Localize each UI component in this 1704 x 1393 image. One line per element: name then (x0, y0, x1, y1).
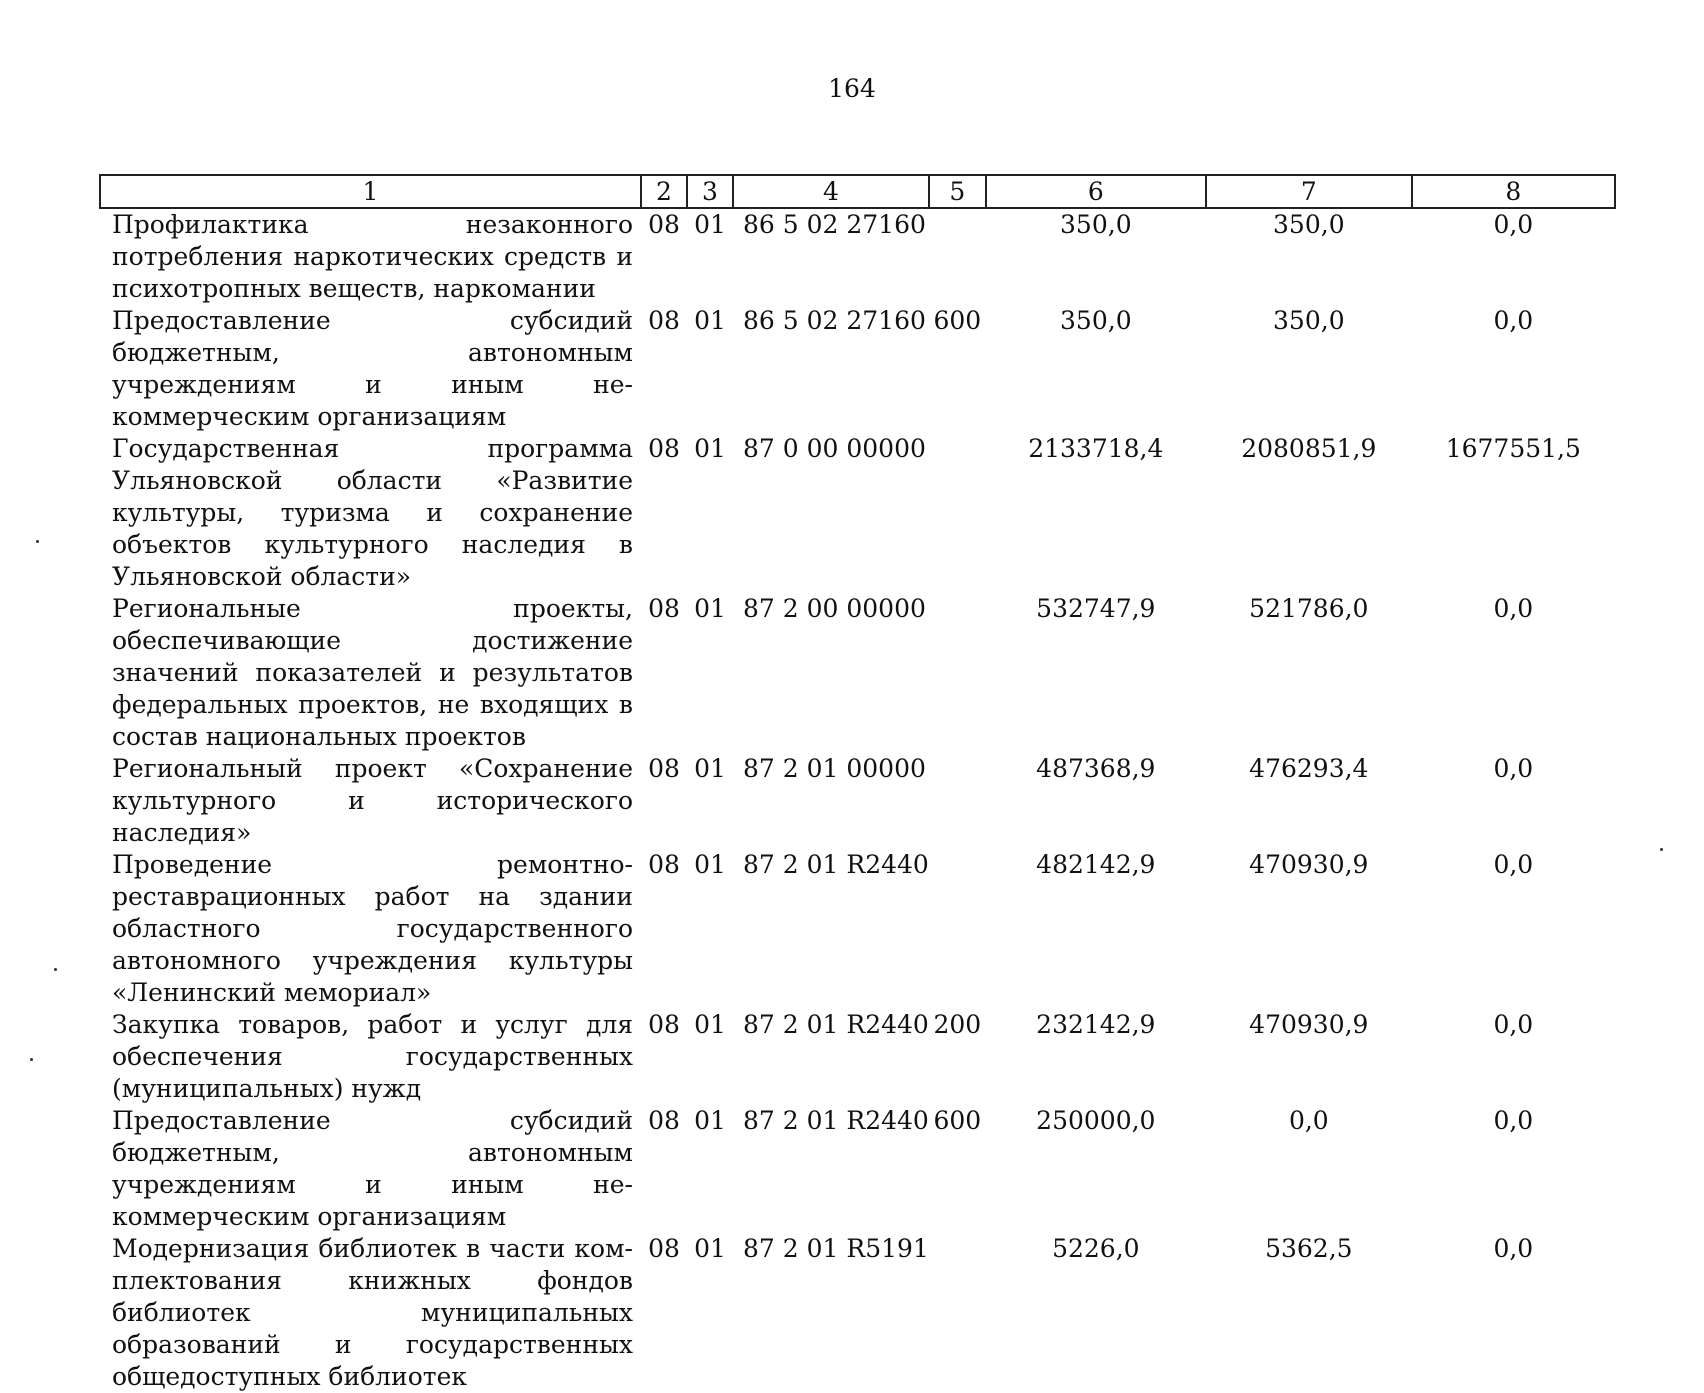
row-subsection: 01 (694, 210, 726, 239)
row-expense-type: 600 (933, 306, 982, 335)
row-name: Предоставление субсидий бюджетным, автономным учреждениям и иным некоммерческим организациям (112, 1106, 633, 1231)
row-value-col7: 470930,9 (1249, 1010, 1369, 1039)
row-expense-type (929, 593, 986, 753)
row-value-col8: 0,0 (1493, 1234, 1534, 1263)
row-value-col8: 0,0 (1493, 210, 1534, 239)
row-section: 08 (648, 1106, 680, 1135)
row-value-col7: 2080851,9 (1241, 434, 1377, 463)
row-value-col6: 5226,0 (1052, 1234, 1140, 1263)
row-expense-type: 200 (933, 1010, 982, 1039)
table-row (100, 1233, 1615, 1393)
row-target-article: 86 5 02 27160 (743, 306, 926, 335)
table-row (100, 305, 1615, 433)
row-name: Модернизация библиотек в части комплектования книжных фондов библиотек муниципальных образований и государственных общедоступных библиотек (112, 1234, 633, 1391)
row-subsection: 01 (694, 850, 726, 879)
row-target-article: 87 2 01 00000 (743, 754, 926, 783)
column-header: 4 (733, 175, 929, 208)
row-value-col6: 487368,9 (1036, 754, 1156, 783)
row-target-article: 87 2 01 R2440 (743, 850, 929, 879)
row-section: 08 (648, 1010, 680, 1039)
row-target-article: 87 2 01 R2440 (743, 1010, 929, 1039)
table-row (100, 593, 1615, 753)
row-target-article: 86 5 02 27160 (743, 210, 926, 239)
scan-speck (30, 1058, 33, 1061)
row-value-col8: 0,0 (1493, 306, 1534, 335)
table-row (100, 208, 1615, 305)
table-row (100, 849, 1615, 1009)
row-section: 08 (648, 850, 680, 879)
row-value-col6: 532747,9 (1036, 594, 1156, 623)
row-target-article: 87 0 00 00000 (743, 434, 926, 463)
row-value-col6: 2133718,4 (1028, 434, 1164, 463)
row-subsection: 01 (694, 1010, 726, 1039)
row-section: 08 (648, 594, 680, 623)
column-header: 6 (986, 175, 1206, 208)
row-value-col6: 250000,0 (1036, 1106, 1156, 1135)
row-subsection: 01 (694, 1234, 726, 1263)
scan-speck (1660, 848, 1663, 851)
row-value-col6: 350,0 (1060, 306, 1132, 335)
row-value-col8: 0,0 (1493, 754, 1534, 783)
row-value-col7: 521786,0 (1249, 594, 1369, 623)
row-section: 08 (648, 1234, 680, 1263)
column-header: 8 (1412, 175, 1615, 208)
column-number-header (100, 175, 1615, 208)
budget-table (99, 174, 1616, 1393)
row-value-col8: 1677551,5 (1445, 434, 1581, 463)
row-value-col7: 350,0 (1273, 210, 1345, 239)
row-value-col7: 350,0 (1273, 306, 1345, 335)
row-expense-type (929, 849, 986, 1009)
row-expense-type (929, 1233, 986, 1393)
row-section: 08 (648, 754, 680, 783)
row-name: Предоставление субсидий бюджетным, автономным учреждениям и иным некоммерческим организациям (112, 306, 633, 431)
table-row (100, 1105, 1615, 1233)
column-header: 5 (929, 175, 986, 208)
table-row (100, 753, 1615, 849)
column-header: 7 (1206, 175, 1412, 208)
row-value-col6: 482142,9 (1036, 850, 1156, 879)
row-name: Региональные проекты, обеспечивающие достижение значений показателей и результатов федеральных проектов, не входящих в состав национальных проектов (112, 594, 633, 751)
row-name: Региональный проект «Сохранение культурного и исторического наследия» (112, 754, 633, 847)
row-subsection: 01 (694, 434, 726, 463)
row-subsection: 01 (694, 1106, 726, 1135)
row-subsection: 01 (694, 594, 726, 623)
row-expense-type: 600 (933, 1106, 982, 1135)
row-value-col7: 0,0 (1288, 1106, 1329, 1135)
row-value-col8: 0,0 (1493, 850, 1534, 879)
row-section: 08 (648, 210, 680, 239)
column-header: 2 (641, 175, 687, 208)
row-target-article: 87 2 01 R2440 (743, 1106, 929, 1135)
row-value-col6: 232142,9 (1036, 1010, 1156, 1039)
table-row (100, 1009, 1615, 1105)
scan-speck (36, 540, 39, 543)
page-number: 164 (828, 74, 876, 103)
column-header: 1 (100, 175, 641, 208)
row-value-col7: 5362,5 (1265, 1234, 1353, 1263)
row-target-article: 87 2 01 R5191 (743, 1234, 929, 1263)
column-header: 3 (687, 175, 733, 208)
row-expense-type (929, 433, 986, 593)
row-name: Государственная программа Ульяновской области «Развитие культуры, туризма и сохранение объектов культурного наследия в Ульяновской области» (112, 434, 633, 591)
row-value-col6: 350,0 (1060, 210, 1132, 239)
scan-speck (54, 968, 57, 971)
row-expense-type (929, 208, 986, 305)
row-subsection: 01 (694, 306, 726, 335)
row-subsection: 01 (694, 754, 726, 783)
row-expense-type (929, 753, 986, 849)
row-value-col8: 0,0 (1493, 1106, 1534, 1135)
row-name: Профилактика незаконного потребления наркотических средств и психотропных веществ, наркомании (112, 210, 633, 303)
row-section: 08 (648, 434, 680, 463)
row-value-col7: 470930,9 (1249, 850, 1369, 879)
row-section: 08 (648, 306, 680, 335)
row-value-col7: 476293,4 (1249, 754, 1369, 783)
table-row (100, 433, 1615, 593)
row-value-col8: 0,0 (1493, 1010, 1534, 1039)
row-value-col8: 0,0 (1493, 594, 1534, 623)
row-name: Закупка товаров, работ и услуг для обеспечения государственных (муниципальных) нужд (112, 1010, 633, 1103)
row-name: Проведение ремонтно-реставрационных работ на здании областного государственного автономного учреждения культуры «Ленинский мемориал» (112, 850, 633, 1007)
row-target-article: 87 2 00 00000 (743, 594, 926, 623)
